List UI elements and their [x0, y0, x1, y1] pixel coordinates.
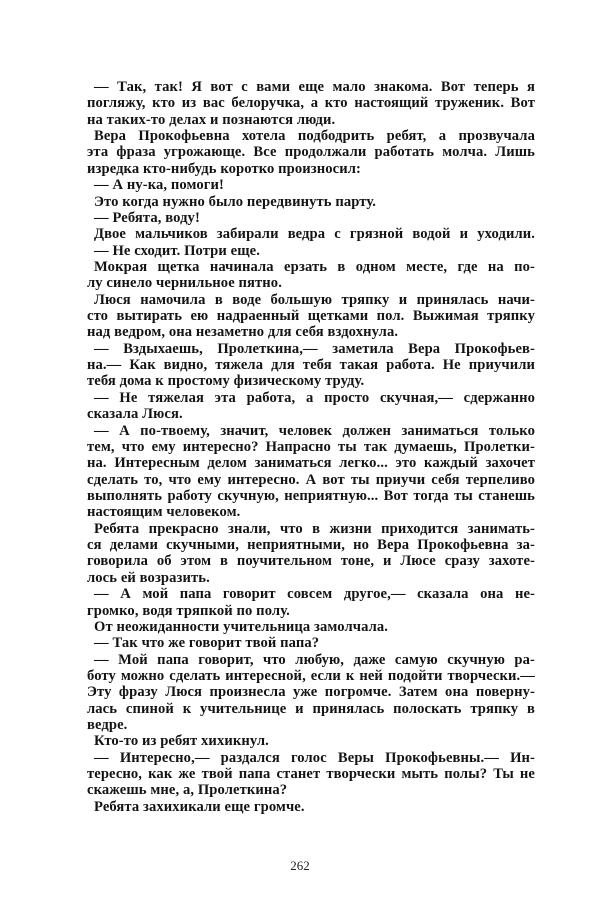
text-line: на. Интересным делом заниматься легко... это каждый захочет [87, 455, 535, 472]
text-line: Двое мальчиков забирали ведра с грязной водой и уходили. [94, 226, 535, 243]
text-line: сто вытирать ею надраенный щетками пол. Выжимая тряпку [87, 308, 535, 325]
text-line: Это когда нужно было передвинуть парту. [94, 193, 377, 210]
text-line: Мокрая щетка начинала ерзать в одном месте, где на по- [94, 258, 535, 275]
text-line: — Не тяжелая эта работа, а просто скучная,— сдержанно [94, 389, 535, 406]
text-line: тем, что ему интересно? Напрасно ты так думаешь, Пролетки- [87, 438, 535, 455]
text-line: тересно, как же твой папа станет творчески мыть полы? Ты не [87, 766, 535, 783]
text-line: Ребята захихикали еще громче. [94, 798, 305, 815]
text-line: Вера Прокофьевна хотела подбодрить ребят, а прозвучала [94, 128, 535, 145]
text-line: изредка кто-нибудь коротко произносил: [87, 160, 362, 177]
text-line: сделать то, что ему интересно. А вот ты приучи себя терпеливо [87, 471, 535, 488]
text-line: — Вздыхаешь, Пролеткина,— заметила Вера Прокофьев- [94, 340, 535, 357]
text-line: — Интересно,— раздался голос Веры Прокофьевны.— Ин- [94, 749, 535, 766]
text-line: — А мой папа говорит совсем другое,— сказала она не- [94, 586, 535, 603]
page-body-text [87, 79, 535, 815]
text-line: тебя дома к простому физическому труду. [87, 373, 365, 390]
text-line: От неожиданности учительница замолчала. [94, 618, 389, 635]
text-line: — Ребята, воду! [94, 209, 200, 226]
text-line: Ребята прекрасно знали, что в жизни приходится занимать- [94, 520, 535, 537]
text-line: ся делами скучными, неприятными, но Вера Прокофьевна за- [87, 537, 535, 554]
text-line: скажешь мне, а, Пролеткина? [87, 782, 288, 799]
text-line: на таких-то делах и познаются люди. [87, 111, 336, 128]
text-line: Кто-то из ребят хихикнул. [94, 733, 269, 750]
text-line: — Так, так! Я вот с вами еще мало знакома. Вот теперь я [94, 79, 535, 95]
text-line: — Не сходит. Потри еще. [94, 242, 260, 259]
text-line: на.— Как видно, тяжела для тебя такая работа. Не приучили [87, 357, 535, 374]
text-line: лась спиной к учительнице и принялась полоскать тряпку в [87, 700, 535, 717]
text-line: сказала Люся. [87, 406, 183, 423]
text-line: — Так что же говорит твой папа? [94, 635, 320, 652]
text-line: Люся намочила в воде большую тряпку и принялась начи- [94, 291, 535, 308]
text-line: выполнять работу скучную, неприятную... Вот тогда ты станешь [87, 487, 535, 504]
text-line: — А ну-ка, помоги! [94, 177, 224, 194]
text-line: лось ей возразить. [87, 569, 210, 586]
text-line: громко, водя тряпкой по полу. [87, 602, 290, 619]
text-line: говорила об этом в поучительном тоне, и Люсе сразу захоте- [87, 553, 535, 570]
text-line: — Мой папа говорит, что любую, даже самую скучную ра- [94, 651, 535, 668]
text-line: настоящим человеком. [87, 504, 241, 521]
text-line: эта фраза угрожающе. Все продолжали работать молча. Лишь [87, 144, 535, 161]
page-number: 262 [290, 858, 310, 873]
text-line: погляжу, кто из вас белоручка, а кто настоящий труженик. Вот [87, 95, 535, 112]
text-line: над ведром, она незаметно для себя вздохнула. [87, 324, 399, 341]
text-line: лу синело чернильное пятно. [87, 275, 282, 292]
text-line: — А по-твоему, значит, человек должен заниматься только [94, 422, 535, 439]
text-line: боту можно сделать интересной, если к ней подойти творчески.— [87, 667, 535, 684]
text-line: ведре. [87, 717, 128, 734]
text-line: Эту фразу Люся произнесла уже погромче. Затем она поверну- [87, 684, 535, 701]
